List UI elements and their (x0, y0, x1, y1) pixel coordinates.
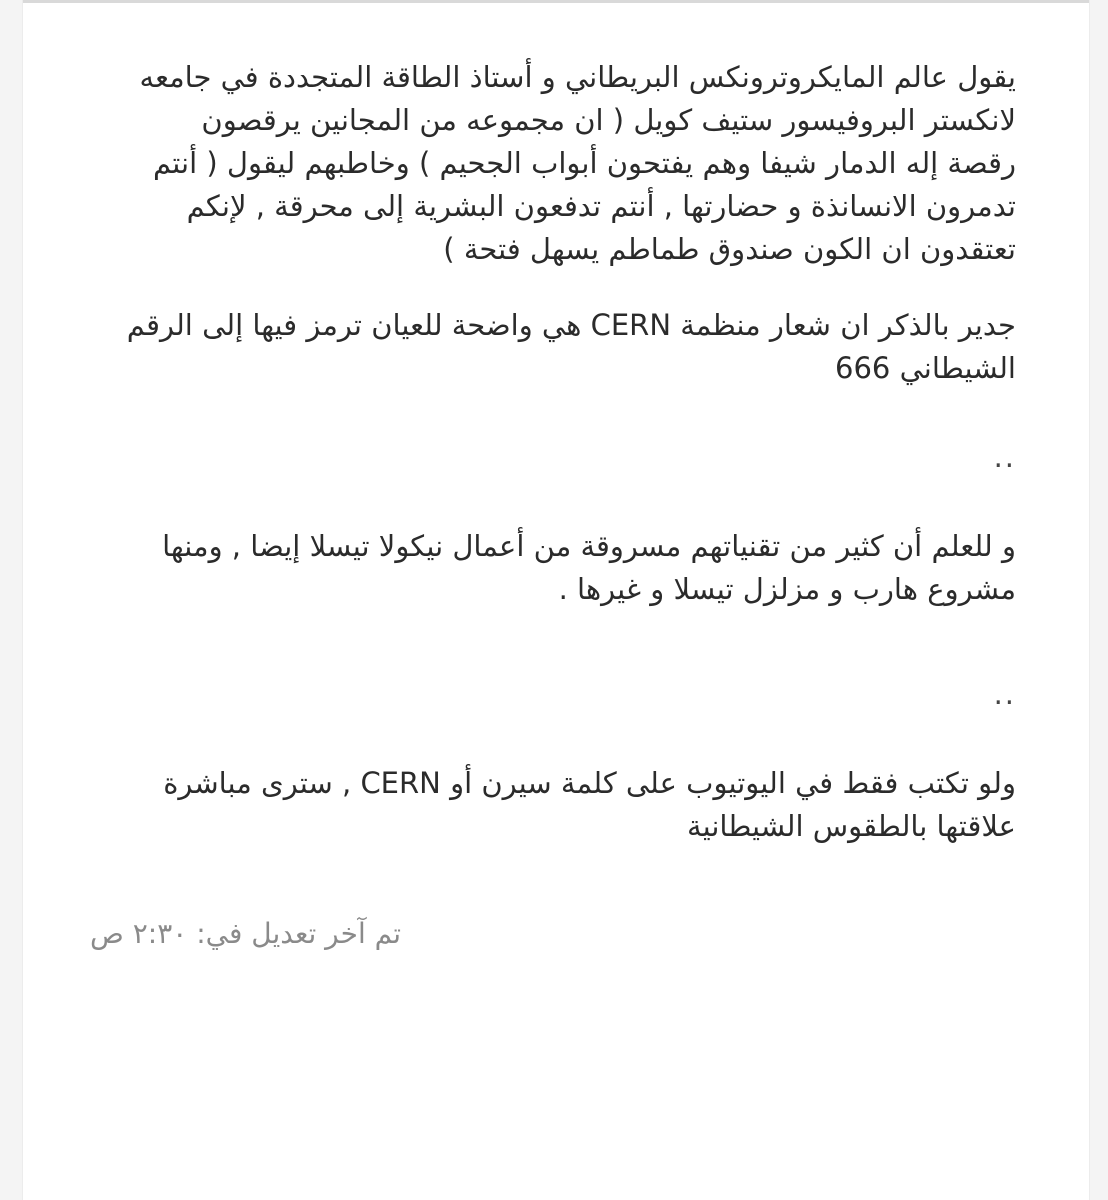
paragraph-spacer (60, 479, 1016, 525)
note-paragraph-3: و للعلم أن كثير من تقنياتهم مسروقة من أعمال نيكولا تيسلا إيضا , ومنها مشروع هارب و مزلزل تيسلا و غيرها . (162, 529, 1016, 606)
note-body[interactable] (60, 56, 1016, 848)
note-paragraph-2: جدير بالذكر ان شعار منظمة CERN هي واضحة للعيان ترمز فيها إلى الرقم الشيطاني 666 (126, 308, 1016, 385)
note-paragraph-4: ولو تكتب فقط في اليوتيوب على كلمة سيرن أو CERN , سترى مباشرة علاقتها بالطقوس الشيطانية (163, 766, 1016, 843)
note-separator-1: .. (993, 440, 1016, 474)
note-separator-2: .. (993, 677, 1016, 711)
last-edited-label: تم آخر تعديل في: ٢:٣٠ ص (90, 917, 402, 950)
paragraph-spacer (60, 271, 1016, 304)
top-divider (0, 0, 1108, 3)
left-margin (0, 0, 23, 1200)
paragraph-spacer (60, 611, 1016, 673)
note-paragraph-1: يقول عالم المايكروترونكس البريطاني و أستاذ الطاقة المتجددة في جامعه لانكستر البروفيسور ستيف كويل ( ان مجموعه من المجانين يرقصون رقصة إله الدمار شيفا وهم يفتحون أبواب الجحيم ) وخاطبهم ليقول ( أنتم تدمرون الانسانذة و حضارتها , أنتم تدفعون البشرية إلى محرقة , لإنكم تعتقدون ان الكون صندوق طماطم يسهل فتحة ) (139, 60, 1016, 266)
right-margin (1089, 0, 1108, 1200)
paragraph-spacer (60, 390, 1016, 436)
paragraph-spacer (60, 716, 1016, 762)
